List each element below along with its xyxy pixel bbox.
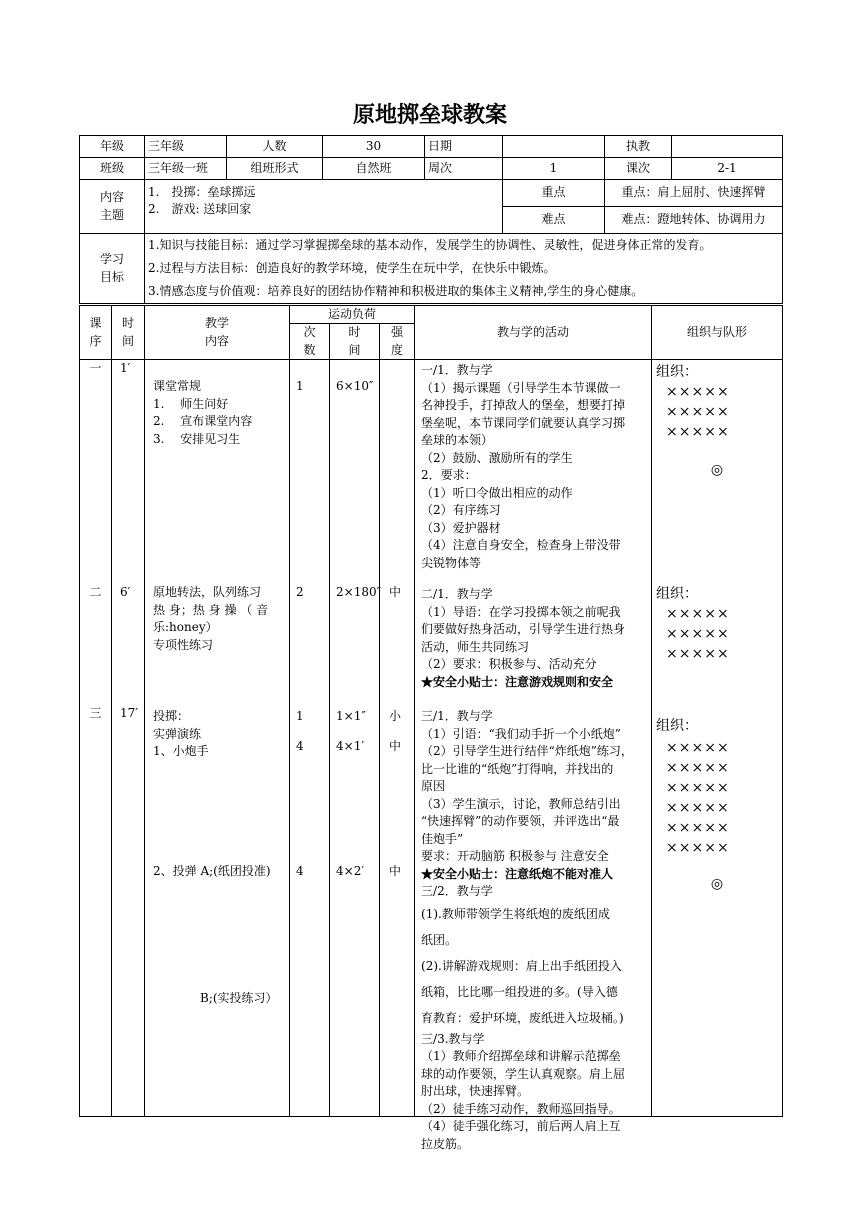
content-label: 内容 主题 <box>80 180 145 234</box>
section-time: 17′ <box>120 706 138 721</box>
safety-tip: ★安全小贴士：注意纸炮不能对准人 <box>421 866 614 881</box>
duration-col: 6×10″ 2×180″ 1×1″ 4×1′ 4×2′ <box>330 360 380 1117</box>
formation-row: ××××× <box>666 760 730 777</box>
intensity-col: 中 小 中 中 <box>380 360 415 1117</box>
goals-label: 学习 目标 <box>80 234 145 304</box>
order-col <box>80 360 112 1117</box>
lesson-label: 课次 <box>605 158 672 180</box>
order-header: 课 序 <box>80 306 112 360</box>
section-content: 2、投弹 A;(纸团投准) <box>153 864 271 879</box>
goals-list <box>145 234 783 304</box>
formation-row: ××××× <box>666 820 730 837</box>
duration-header: 时 间 <box>330 324 380 360</box>
goal-item: 2.过程与方法目标：创造良好的教学环境，使学生在玩中学，在快乐中锻炼。 <box>148 261 556 275</box>
load-header: 运动负荷 <box>290 306 415 324</box>
formation-row: ××××× <box>666 840 730 857</box>
form-label: 组班形式 <box>227 158 323 180</box>
content-col <box>145 360 290 1117</box>
key-label: 重点 <box>503 180 605 207</box>
section-order: 二 <box>89 585 102 600</box>
formation-row: ××××× <box>666 606 730 623</box>
key-value: 重点：肩上屈肘、快速挥臂 <box>605 180 783 207</box>
week-value: 1 <box>503 158 605 180</box>
section-content: 课堂常规 1. 师生问好 2. 宣布课堂内容 3. 安排见习生 <box>153 379 253 446</box>
lesson-value: 2-1 <box>672 158 783 180</box>
formation-row: ××××× <box>666 780 730 797</box>
org-header: 组织与队形 <box>652 306 783 360</box>
formation-row: ××××× <box>666 646 730 663</box>
week-label: 周次 <box>425 158 503 180</box>
teacher-symbol: ◎ <box>710 876 724 893</box>
activity-header: 教与学的活动 <box>415 306 652 360</box>
form-value: 自然班 <box>323 158 425 180</box>
date-label: 日期 <box>425 136 503 158</box>
intensity-header: 强 度 <box>380 324 415 360</box>
difficulty-value: 难点：蹬地转体、协调用力 <box>605 207 783 234</box>
times-header: 次 数 <box>290 324 330 360</box>
activity-col <box>415 360 652 1151</box>
formation-row: ××××× <box>666 384 730 401</box>
class-label: 班级 <box>80 158 145 180</box>
difficulty-label: 难点 <box>503 207 605 234</box>
formation-block: 组织： ××××× ××××× ××××× <box>656 584 778 664</box>
formation-row: ××××× <box>666 404 730 421</box>
content-items: 1. 投掷：垒球掷远 2. 游戏: 送球回家 <box>145 180 503 234</box>
content-header: 教学 内容 <box>145 306 290 360</box>
formation-row: ××××× <box>666 740 730 757</box>
section-content: 原地转法，队列练习 热 身；热 身 操 （ 音 乐:honey） 专项性练习 <box>153 585 269 652</box>
page-title: 原地掷垒球教案 <box>352 103 507 128</box>
grade-label: 年级 <box>80 136 145 158</box>
count-value: 30 <box>323 136 425 158</box>
teacher-symbol: ◎ <box>710 462 724 479</box>
info-table <box>79 135 783 304</box>
time-header: 时 间 <box>112 306 145 360</box>
goal-item: 3.情感态度与价值观：培养良好的团结协作精神和积极进取的集体主义精神,学生的身心健康。 <box>148 284 644 298</box>
section-content: B;(实投练习） <box>200 991 278 1006</box>
section-order: 三 <box>89 706 102 721</box>
teacher-label: 执教 <box>605 136 672 158</box>
activity-block: 三/1．教与学 （1）引语：“我们动手折一个小纸炮” （2）引导学生进行结伴“炸纸炮”练习， 比一比谁的“纸炮”打得响，并找出的 原因 （3）学生演示，讨论，教师总结引出 “快速挥臂”的动作要领，并评选出“最 佳炮手” 要求：开动脑筋 积极参与 注意安全 ★安全小贴士：注意纸炮不能对准人 三/2．教与学 (1).教师带领学生将纸炮的废纸团成 纸团。 (2).讲解游戏规则：肩上出手纸团投入 纸箱，比比哪一组投进的多。(导入德 育教育：爱护环境，废纸进入垃圾桶。) 三/3.教与学 （1）教师介绍掷垒球和讲解示范掷垒 球的动作要领，学生认真观察。肩上屈 肘出球，快速挥臂。 （2）徒手练习动作，教师巡回指导。 （4）徒手强化练习，前后两人肩上互 拉皮筋。 <box>421 709 633 1151</box>
section-time: 6′ <box>120 585 131 600</box>
formation-row: ××××× <box>666 800 730 817</box>
class-value: 三年级一班 <box>145 158 227 180</box>
section-content: 投掷： 实弹演练 1、小炮手 <box>153 709 209 759</box>
date-value <box>503 136 605 158</box>
count-label: 人数 <box>227 136 323 158</box>
time-col <box>112 360 145 1117</box>
formation-row: ××××× <box>666 626 730 643</box>
section-order: 一 <box>89 361 102 376</box>
formation-block: 组织： ××××× ××××× ××××× ××××× ××××× ××××× ◎ <box>656 716 778 895</box>
activity-block: 一/1．教与学 （1）揭示课题（引导学生本节课做一 名神投手，打掉敌人的堡垒，想要打掉 堡垒呢，本节课同学们就要认真学习掷 垒球的本领） （2）鼓励、激励所有的学生 2．要求： （1）听口令做出相应的动作 （2）有序练习 （3）爱护器材 （4）注意自身安全，检查身上带没带 尖锐物体等 <box>421 363 626 570</box>
goal-item: 1.知识与技能目标：通过学习掌握掷垒球的基本动作，发展学生的协调性、灵敏性，促进身体正常的发育。 <box>148 238 712 252</box>
times-col: 1 2 1 4 4 <box>290 360 330 1117</box>
lesson-table <box>79 305 783 1151</box>
formation-block: 组织： ××××× ××××× ××××× ◎ <box>656 362 778 481</box>
section-time: 1′ <box>120 361 131 376</box>
org-col <box>652 360 783 1117</box>
teacher-value <box>672 136 783 158</box>
grade-value: 三年级 <box>145 136 227 158</box>
safety-tip: ★安全小贴士：注意游戏规则和安全 <box>421 674 614 689</box>
activity-block: 二/1．教与学 （1）导语：在学习投掷本领之前呢我 们要做好热身活动，引导学生进行热身 活动，师生共同练习 （2）要求：积极参与、活动充分 ★安全小贴士：注意游戏规则和安全 <box>421 586 625 691</box>
formation-row: ××××× <box>666 424 730 441</box>
